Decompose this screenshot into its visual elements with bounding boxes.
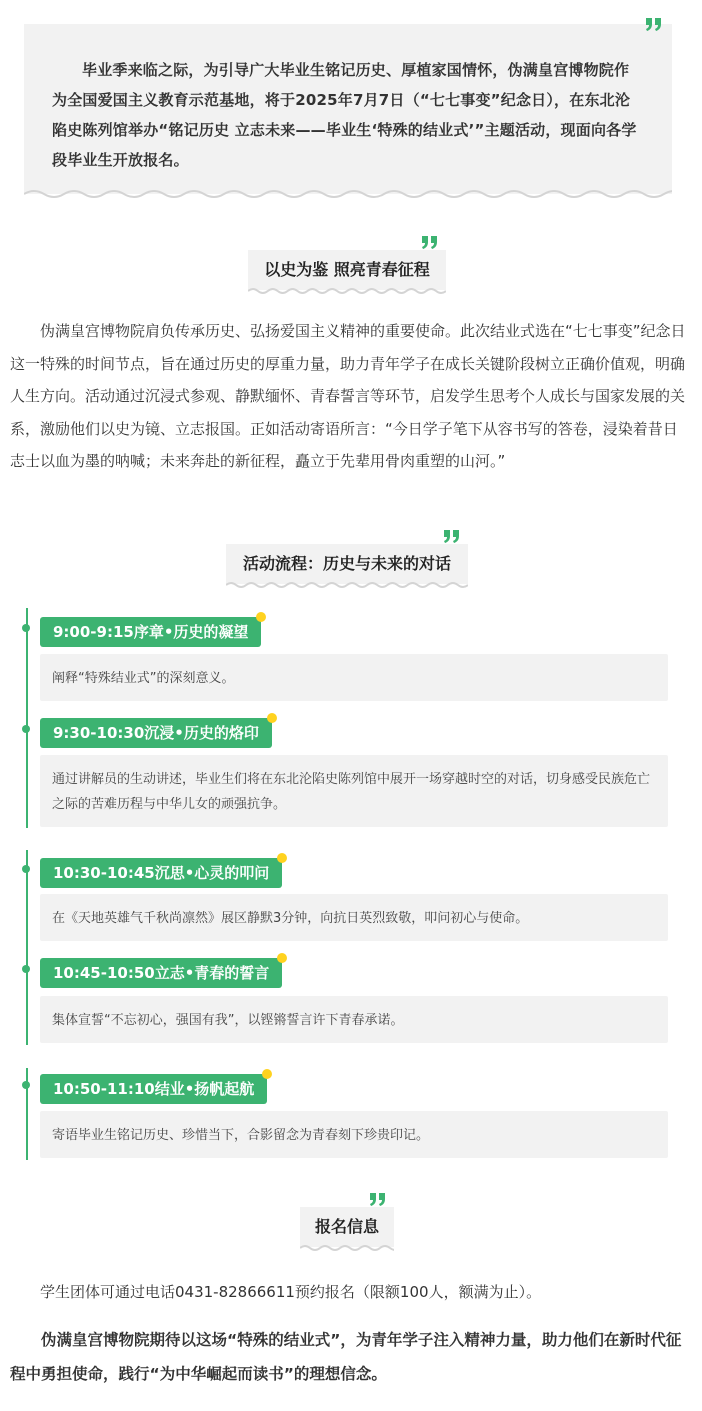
quote-icon [368,1191,388,1207]
yellow-dot-icon [277,953,287,963]
timeline-desc-box: 集体宣誓“不忘初心，强国有我”，以铿锵誓言许下青春承诺。 [40,996,668,1043]
timeline-time-label: 10:45-10:50立志•青春的誓言 [40,958,282,988]
yellow-dot-icon [267,713,277,723]
timeline-dot-icon [22,624,30,632]
timeline-line [26,850,28,1045]
yellow-dot-icon [262,1069,272,1079]
timeline-dot-icon [22,965,30,973]
yellow-dot-icon [277,853,287,863]
timeline-dot-icon [22,865,30,873]
timeline-dot-icon [22,725,30,733]
section-title-registration [300,1207,394,1247]
timeline-time-label: 9:00-9:15序章•历史的凝望 [40,617,261,647]
wave-border [300,1244,394,1252]
yellow-dot-icon [256,612,266,622]
section-title-schedule [226,544,468,584]
quote-icon [420,234,440,250]
timeline-time-label: 10:50-11:10结业•扬帆起航 [40,1074,267,1104]
registration-contact: 学生团体可通过电话0431-82866611预约报名（限额100人，额满为止）。 [40,1283,542,1301]
section-title-history [248,250,446,290]
timeline-time-label: 10:30-10:45沉思•心灵的叩问 [40,858,282,888]
section-title-text: 活动流程：历史与未来的对话 [242,554,451,573]
timeline-desc-box: 通过讲解员的生动讲述，毕业生们将在东北沦陷史陈列馆中展开一场穿越时空的对话，切身感受民族危亡之际的苦难历程与中华儿女的顽强抗争。 [40,755,668,827]
wave-border [24,188,672,200]
timeline-desc-box: 阐释“特殊结业式”的深刻意义。 [40,654,668,701]
wave-border [226,581,468,589]
timeline-time-label: 9:30-10:30沉浸•历史的烙印 [40,718,272,748]
section-title-text: 以史为鉴 照亮青春征程 [264,260,430,279]
timeline-desc-box: 寄语毕业生铭记历史、珍惜当下，合影留念为青春刻下珍贵印记。 [40,1111,668,1158]
section1-paragraph: 伪满皇宫博物院肩负传承历史、弘扬爱国主义精神的重要使命。此次结业式选在“七七事变”纪念日这一特殊的时间节点，旨在通过历史的厚重力量，助力青年学子在成长关键阶段树立正确价值观，明确人生方向。活动通过沉浸式参观、静默缅怀、青春誓言等环节，启发学生思考个人成长与国家发展的关系，激励他们以史为镜、立志报国。正如活动寄语所言：“今日学子笔下从容书写的答卷，浸染着昔日志士以血为墨的呐喊；未来奔赴的新征程，矗立于先辈用骨肉重塑的山河。” [10,322,686,470]
quote-icon [442,528,462,544]
intro-box [24,24,672,194]
timeline-desc-box: 在《天地英雄气千秋尚凛然》展区静默3分钟，向抗日英烈致敬，叩问初心与使命。 [40,894,668,941]
closing-paragraph: 伪满皇宫博物院期待以这场“特殊的结业式”，为青年学子注入精神力量，助力他们在新时代征程中勇担使命，践行“为中华崛起而读书”的理想信念。 [10,1331,682,1383]
intro-text: 毕业季来临之际，为引导广大毕业生铭记历史、厚植家国情怀，伪满皇宫博物院作为全国爱国主义教育示范基地，将于2025年7月7日（“七七事变”纪念日），在东北沦陷史陈列馆举办“铭记历史 立志未来——毕业生‘特殊的结业式’”主题活动，现面向各学段毕业生开放报名。 [52,61,637,169]
section-title-text: 报名信息 [314,1217,379,1236]
timeline-dot-icon [22,1081,30,1089]
quote-icon [644,16,664,32]
wave-border [248,287,446,295]
timeline-line [26,608,28,828]
